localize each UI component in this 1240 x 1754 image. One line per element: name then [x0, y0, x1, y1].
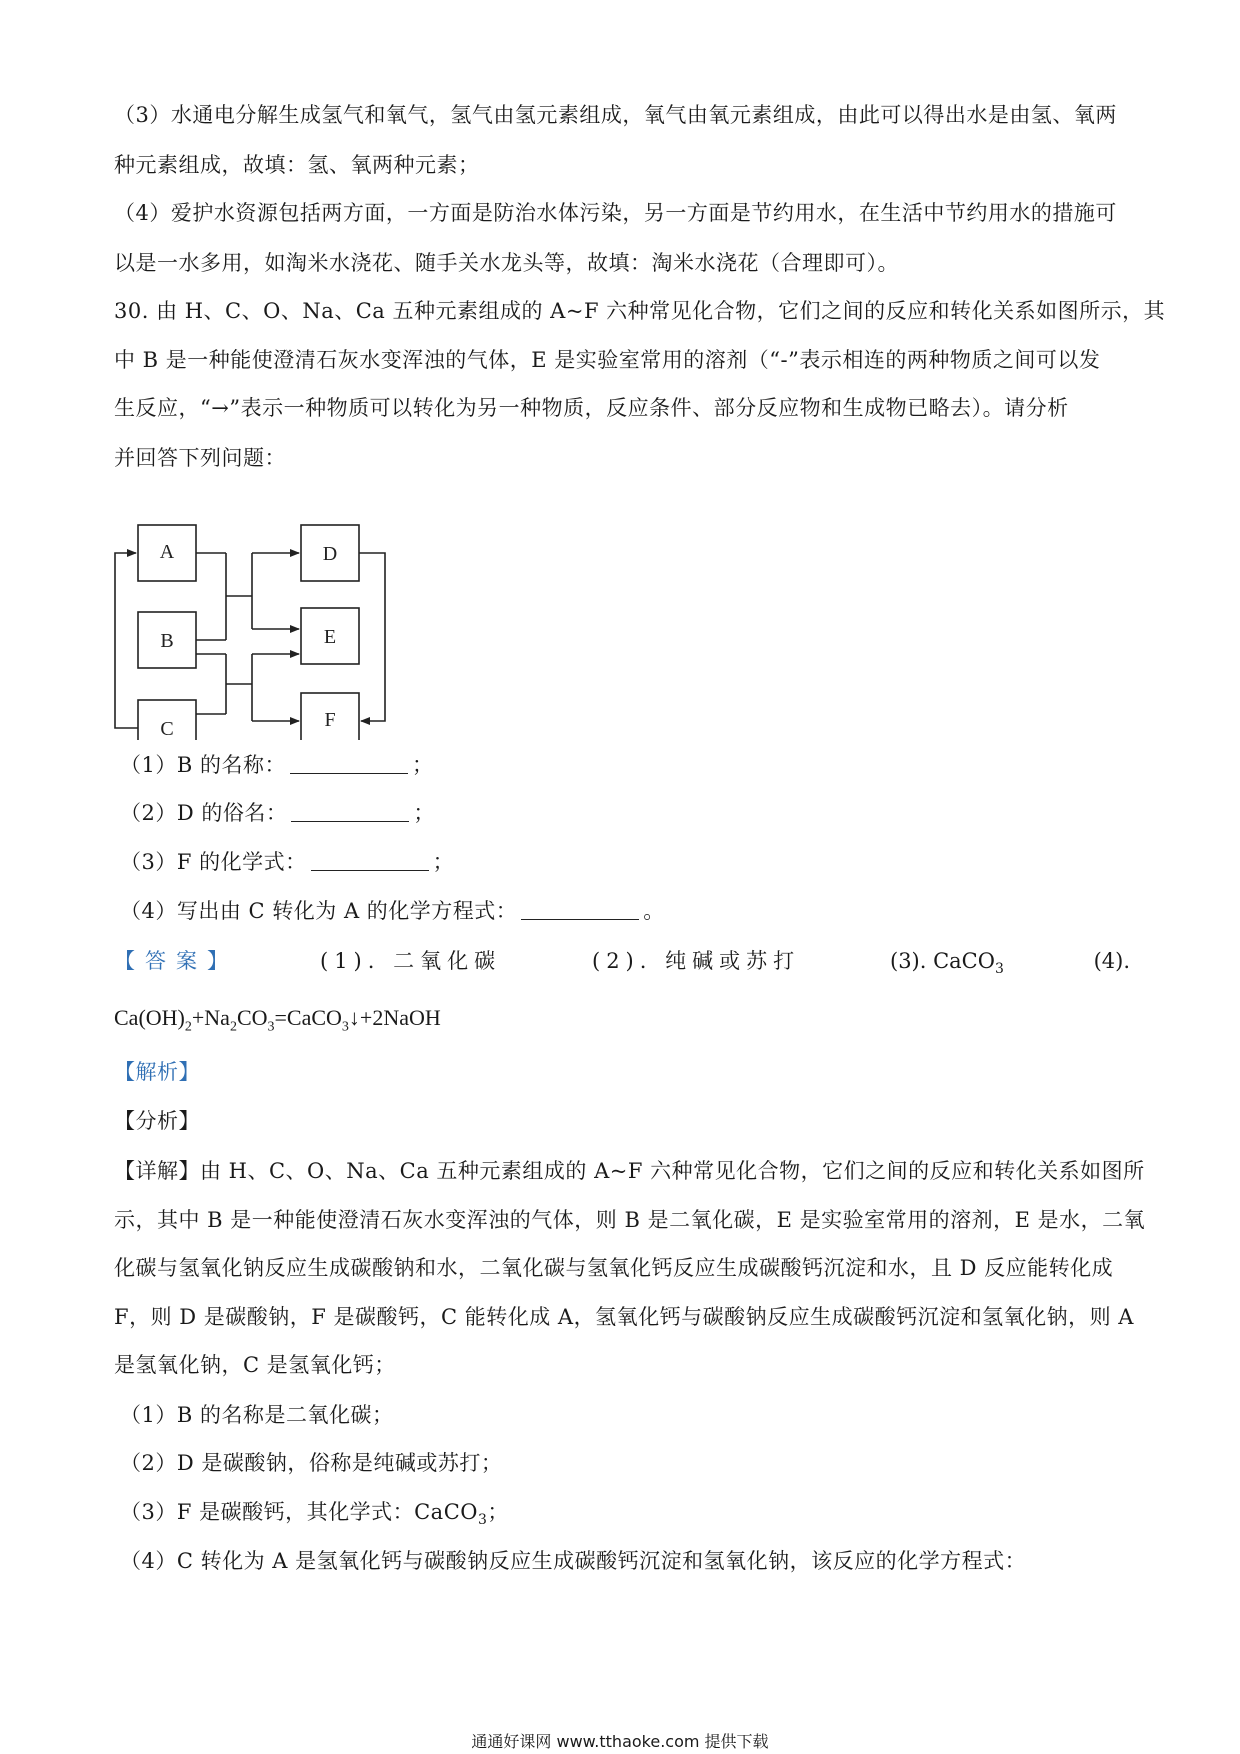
text-line: 以是一水多用，如淘米水浇花、随手关水龙头等，故填：淘米水浇花（合理即可）。 [114, 251, 899, 275]
chemical-equation: $Ca(OH)_2+Na_2CO_3=CaCO_3↓+2NaOH$ [114, 1005, 441, 1035]
answer-4: (4). [1093, 949, 1130, 973]
solution-line: （2）D 是碳酸钠，俗称是纯碱或苏打； [120, 1451, 503, 1475]
punct: ； [432, 850, 455, 874]
answer-blank[interactable] [291, 801, 409, 822]
label-e: E [323, 626, 337, 648]
label-d: D [322, 543, 338, 565]
sub-question [120, 750, 1136, 780]
sub-question [120, 896, 1136, 926]
answer-label: 【答案】 [114, 949, 238, 973]
label-f: F [324, 709, 336, 731]
text-line: （4）爱护水资源包括两方面，一方面是防治水体污染，另一方面是节约用水，在生活中节约用水的措施可 [114, 201, 1117, 225]
reaction-diagram [100, 500, 400, 740]
label-c: C [160, 718, 174, 740]
detail-line: F，则 D 是碳酸钠，F 是碳酸钙，C 能转化成 A，氢氧化钙与碳酸钠反应生成碳酸钙沉淀和氢氧化钠，则 A [114, 1305, 1134, 1329]
detail-line: 是氢氧化钠，C 是氢氧化钙； [114, 1353, 396, 1377]
analysis-heading: 【解析】 [114, 1060, 200, 1084]
answer-2: (2). 纯碱或苏打 [592, 949, 801, 973]
solution-line: （1）B 的名称是二氧化碳； [120, 1403, 394, 1427]
question-30-text: 生反应，“→”表示一种物质可以转化为另一种物质，反应条件、部分反应物和生成物已略去）。请分析 [114, 396, 1069, 420]
punct: ； [411, 753, 434, 777]
page-footer: 通通好课网 www.tthaoke.com 提供下载 [471, 1732, 769, 1751]
question-text: （4）写出由 C 转化为 A 的化学方程式： [120, 899, 518, 923]
detail-text: 由 H、C、O、Na、Ca 五种元素组成的 A~F 六种常见化合物，它们之间的反应和转化关系如图所 [200, 1159, 1145, 1183]
question-30-text: 中 B 是一种能使澄清石灰水变浑浊的气体，E 是实验室常用的溶剂（“-”表示相连的两种物质之间可以发 [114, 348, 1101, 372]
question-text: （3）F 的化学式： [120, 850, 307, 874]
sub-question [120, 847, 1136, 877]
question-30-text: 并回答下列问题： [114, 446, 286, 470]
text-line: 种元素组成，故填：氢、氧两种元素； [114, 153, 480, 177]
solution-line: （3）F 是碳酸钙，其化学式：CaCO$_3$； [120, 1500, 509, 1529]
solution-line: （4）C 转化为 A 是氢氧化钙与碳酸钠反应生成碳酸钙沉淀和氢氧化钠，该反应的化学方程式： [120, 1549, 1027, 1573]
punct: ； [413, 801, 435, 825]
punct: 。 [643, 899, 665, 923]
text-line: （3）水通电分解生成氢气和氧气，氢气由氢元素组成，氧气由氧元素组成，由此可以得出水是由氢、氧两 [114, 103, 1117, 127]
answer-blank[interactable] [521, 899, 639, 920]
detail-label: 【详解】 [114, 1159, 200, 1183]
answer-blank[interactable] [290, 753, 408, 774]
detail-line: 化碳与氢氧化钠反应生成碳酸钠和水，二氧化碳与氢氧化钙反应生成碳酸钙沉淀和水，且 D 反应能转化成 [114, 1256, 1114, 1280]
sub-question [120, 798, 1136, 828]
answer-1: (1). 二氧化碳 [320, 949, 502, 973]
question-30-text: 30. 由 H、C、O、Na、Ca 五种元素组成的 A~F 六种常见化合物，它们之间的反应和转化关系如图所示，其 [114, 299, 1166, 323]
answer-3: (3). CaCO$_3$ [890, 949, 1004, 978]
label-b: B [160, 630, 174, 652]
analysis-subheading: 【分析】 [114, 1109, 200, 1133]
detail-line [114, 1156, 1145, 1186]
label-a: A [159, 541, 175, 563]
detail-line: 示，其中 B 是一种能使澄清石灰水变浑浊的气体，则 B 是二氧化碳，E 是实验室常用的溶剂，E 是水，二氧 [114, 1208, 1146, 1232]
question-text: （2）D 的俗名： [120, 801, 288, 825]
answer-blank[interactable] [311, 850, 429, 871]
question-text: （1）B 的名称： [120, 753, 286, 777]
